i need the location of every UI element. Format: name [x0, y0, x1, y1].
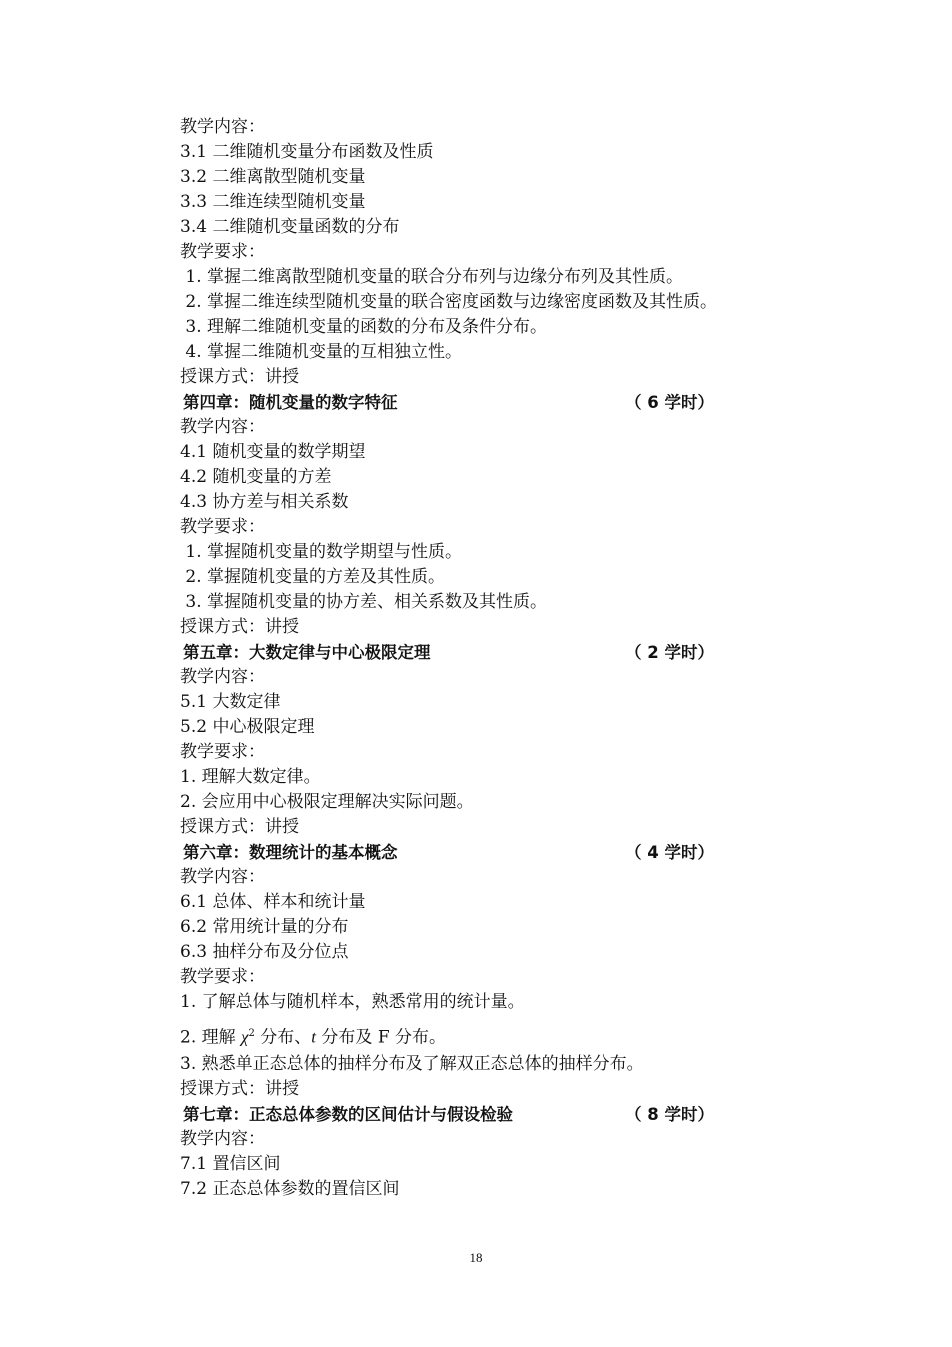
text-line: 3.1 二维随机变量分布函数及性质 — [180, 142, 434, 162]
chapter-hours: （ 4 学时） — [625, 843, 714, 862]
text-line: 4. 掌握二维随机变量的互相独立性。 — [180, 342, 463, 362]
text-line: 3.3 二维连续型随机变量 — [180, 192, 366, 212]
text-line: 教学要求： — [180, 517, 265, 537]
text-line: 1. 掌握随机变量的数学期望与性质。 — [180, 542, 463, 562]
chapter-heading — [180, 840, 820, 865]
chapter-hours: （ 2 学时） — [625, 643, 714, 662]
chapter-hours: （ 8 学时） — [625, 1105, 714, 1124]
text-line: 教学内容： — [180, 1129, 265, 1149]
text-line: 1. 了解总体与随机样本，熟悉常用的统计量。 — [180, 992, 525, 1012]
text-line: 6.1 总体、样本和统计量 — [180, 892, 366, 912]
text-line: 1. 理解大数定律。 — [180, 767, 321, 787]
text-line: 3. 熟悉单正态总体的抽样分布及了解双正态总体的抽样分布。 — [180, 1054, 644, 1074]
chapter-title: 第四章：随机变量的数字特征 — [183, 393, 398, 412]
text-line: 2. 掌握随机变量的方差及其性质。 — [180, 567, 446, 587]
text-line: 3.4 二维随机变量函数的分布 — [180, 217, 400, 237]
requirement-item — [180, 1021, 820, 1046]
text-line: 教学要求： — [180, 742, 265, 762]
chi-superscript: 2 — [248, 1028, 255, 1039]
t-symbol: t — [311, 1027, 317, 1047]
chapter-heading — [180, 640, 820, 665]
text-line: 授课方式：讲授 — [180, 367, 299, 387]
chapter-heading — [180, 1102, 820, 1127]
formula-mid: 分布、 — [254, 1027, 312, 1048]
text-line: 4.1 随机变量的数学期望 — [180, 442, 366, 462]
text-line: 7.1 置信区间 — [180, 1154, 281, 1174]
text-line: 5.1 大数定律 — [180, 692, 281, 712]
text-line: 教学内容： — [180, 417, 265, 437]
text-line: 教学内容： — [180, 117, 265, 137]
page-number: 18 — [469, 1250, 483, 1265]
text-line: 1. 掌握二维离散型随机变量的联合分布列与边缘分布列及其性质。 — [180, 267, 684, 287]
text-line: 6.3 抽样分布及分位点 — [180, 942, 349, 962]
text-line: 3.2 二维离散型随机变量 — [180, 167, 366, 187]
chapter-title: 第五章：大数定律与中心极限定理 — [183, 643, 431, 662]
text-line: 教学内容： — [180, 867, 265, 887]
text-line: 4.2 随机变量的方差 — [180, 467, 332, 487]
formula-prefix: 2. 理解 — [180, 1027, 242, 1048]
text-line: 2. 会应用中心极限定理解决实际问题。 — [180, 792, 474, 812]
text-line: 3. 理解二维随机变量的函数的分布及条件分布。 — [180, 317, 548, 337]
text-line: 授课方式：讲授 — [180, 617, 299, 637]
text-line: 3. 掌握随机变量的协方差、相关系数及其性质。 — [180, 592, 548, 612]
chi-symbol: χ — [241, 1027, 249, 1047]
chapter-hours: （ 6 学时） — [625, 393, 714, 412]
text-line: 4.3 协方差与相关系数 — [180, 492, 349, 512]
text-line: 授课方式：讲授 — [180, 817, 299, 837]
text-line: 2. 掌握二维连续型随机变量的联合密度函数与边缘密度函数及其性质。 — [180, 292, 718, 312]
text-line: 5.2 中心极限定理 — [180, 717, 315, 737]
text-line: 教学内容： — [180, 667, 265, 687]
text-line: 7.2 正态总体参数的置信区间 — [180, 1179, 400, 1199]
text-line: 6.2 常用统计量的分布 — [180, 917, 349, 937]
text-line: 教学要求： — [180, 967, 265, 987]
document-body — [180, 115, 820, 1202]
text-line: 教学要求： — [180, 242, 265, 262]
chapter-heading — [180, 390, 820, 415]
chapter-title: 第七章：正态总体参数的区间估计与假设检验 — [183, 1105, 513, 1124]
chapter-title: 第六章：数理统计的基本概念 — [183, 843, 398, 862]
text-line: 授课方式：讲授 — [180, 1079, 299, 1099]
formula-suffix: 分布及 F 分布。 — [316, 1027, 447, 1048]
